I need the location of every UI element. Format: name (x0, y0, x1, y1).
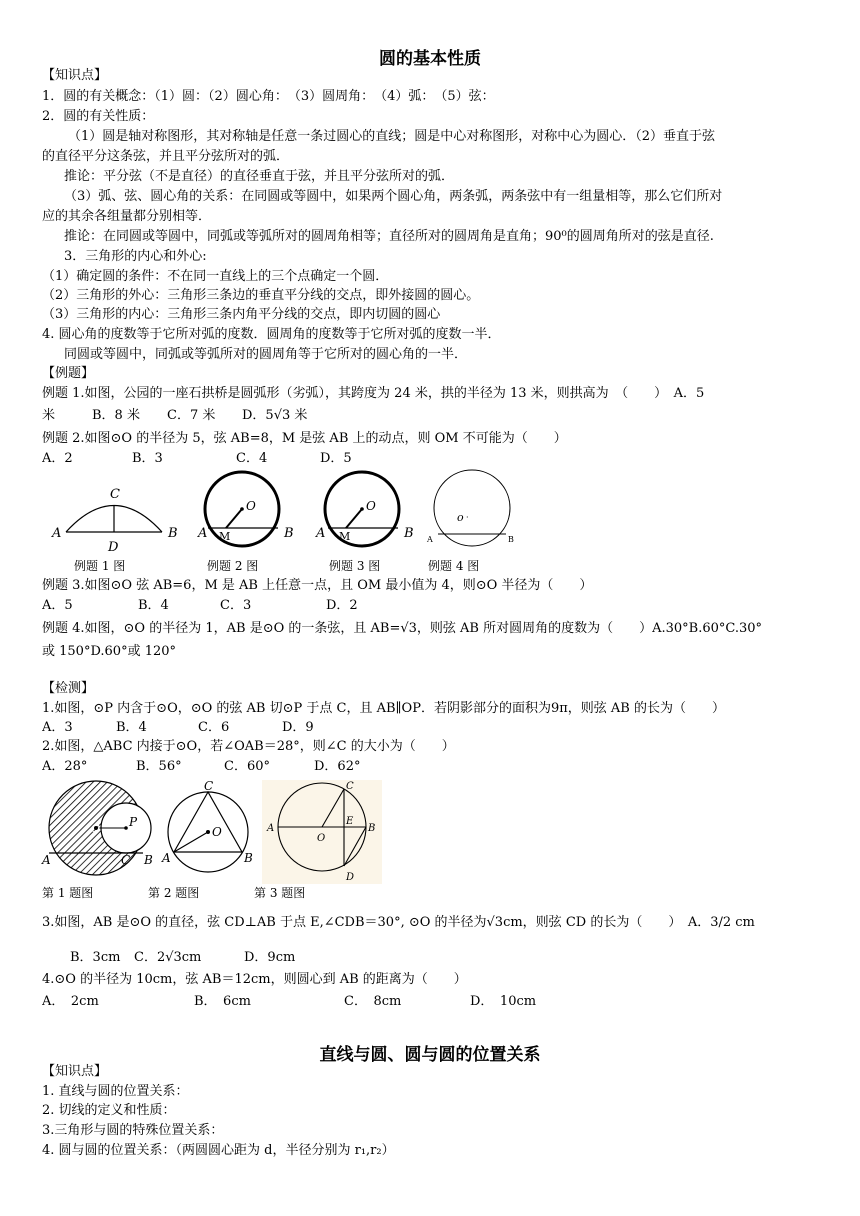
svg-text:A: A (162, 851, 171, 865)
figure-caption: 第 3 题图 (254, 886, 306, 900)
figure-caption: 第 2 题图 (148, 886, 200, 900)
knowledge-heading: 【知识点】 (42, 68, 108, 83)
text-line: 2. 切线的定义和性质： (42, 1103, 176, 1118)
question-1: 1.如图，⊙P 内含于⊙O，⊙O 的弦 AB 切⊙P 于点 C，且 AB∥OP．若阴影部分的面积为9π，则弦 AB 的长为（ ） (42, 701, 725, 716)
svg-text:B: B (284, 526, 294, 541)
text-line: 4. 圆心角的度数等于它所对弧的度数．圆周角的度数等于它所对弧的度数一半． (42, 327, 501, 342)
svg-text:C: C (121, 853, 131, 867)
option: A． 2cm (42, 994, 99, 1009)
figure-caption: 例题 3 图 (329, 559, 381, 573)
text-line: 的直径平分这条弦，并且平分弦所对的弧． (42, 149, 290, 164)
question-3: 3.如图，AB 是⊙O 的直径，弦 CD⊥AB 于点 E,∠CDB＝30°, ⊙O 的半径为√3cm，则弦 CD 的长为（ ） A．3/2 cm (42, 915, 755, 930)
svg-text:M: M (339, 530, 351, 543)
svg-text:A: A (52, 526, 62, 541)
option: C．7 米 (167, 408, 216, 423)
option: D．5√3 米 (242, 408, 308, 423)
example-1-question: 例题 1.如图，公园的一座石拱桥是圆弧形（劣弧），其跨度为 24 米，拱的半径为 13 米，则拱高为 （ ） A．5 (42, 386, 705, 401)
option: D．9cm (244, 950, 296, 965)
option: B．56° (136, 759, 182, 774)
example-3-figure (314, 470, 420, 550)
svg-text:O: O (246, 499, 256, 513)
svg-text:D: D (346, 872, 355, 883)
svg-text:P: P (129, 815, 138, 829)
svg-text:M: M (219, 530, 231, 543)
question-2-options (42, 758, 832, 775)
svg-text:B: B (508, 535, 514, 544)
text-line: 4. 圆与圆的位置关系：（两圆圆心距为 d，半径分别为 r₁,r₂） (42, 1143, 395, 1158)
question-1-figure (38, 780, 160, 880)
svg-text:D: D (108, 540, 119, 555)
option: C．2√3cm (134, 950, 202, 965)
option: 米 (42, 408, 56, 423)
svg-text:C: C (204, 780, 214, 793)
example-4-figure (424, 468, 524, 552)
option: C．60° (224, 759, 270, 774)
question-4-options (42, 993, 832, 1010)
option: D．62° (314, 759, 361, 774)
question-1-options (42, 719, 832, 736)
example-3-options (42, 597, 832, 614)
option: B．4 (116, 720, 147, 735)
svg-text:·: · (466, 513, 469, 522)
option: D．2 (326, 598, 358, 613)
text-line: 推论：平分弦（不是直径）的直径垂直于弦，并且平分弦所对的弧． (64, 169, 455, 184)
question-2: 2.如图，△ABC 内接于⊙O，若∠OAB＝28°，则∠C 的大小为（ ） (42, 739, 455, 754)
question-2-figure (160, 780, 260, 884)
text-line: 2．圆的有关性质： (42, 109, 155, 124)
option: C．3 (220, 598, 252, 613)
example-2-figure (196, 470, 302, 550)
text-line: 同圆或等圆中，同弧或等弧所对的圆周角等于它所对的圆心角的一半． (64, 347, 468, 362)
text-line: 1．圆的有关概念：（1）圆：（2）圆心角： （3）圆周角： （4）弧： （5）弦： (42, 89, 495, 104)
option: B． 6cm (194, 994, 251, 1009)
example-1-options (42, 407, 832, 424)
option: B．4 (138, 598, 169, 613)
example-4-question: 例题 4.如图，⊙O 的半径为 1，AB 是⊙O 的一条弦，且 AB=√3，则弦 AB 所对圆周角的度数为（ ）A.30°B.60°C.30° (42, 621, 763, 636)
svg-text:O: O (91, 822, 101, 835)
svg-text:B: B (404, 526, 414, 541)
text-line: （1）确定圆的条件：不在同一直线上的三个点确定一个圆． (42, 269, 389, 284)
option: C． 8cm (344, 994, 402, 1009)
svg-text:O: O (317, 833, 326, 844)
svg-text:B: B (244, 851, 253, 865)
svg-text:A: A (316, 526, 326, 541)
text-line: （3）弧、弦、圆心角的关系：在同圆或等圆中，如果两个圆心角，两条弧，两条弦中有一组量相等，那么它们所对 (64, 189, 723, 204)
svg-text:B: B (144, 853, 153, 867)
option: D． 10cm (470, 994, 537, 1009)
svg-text:B: B (368, 823, 376, 834)
figure-caption: 第 1 题图 (42, 886, 94, 900)
figure-caption: 例题 1 图 (74, 559, 126, 573)
svg-text:O: O (366, 499, 376, 513)
check-heading: 【检测】 (42, 681, 95, 696)
question-3-figure (262, 780, 382, 884)
examples-heading: 【例题】 (42, 366, 95, 381)
text-line: 3．三角形的内心和外心: (64, 249, 207, 264)
text-line: 推论：在同圆或等圆中，同弧或等弧所对的圆周角相等；直径所对的圆周角是直角；90⁰的圆周角所对的弦是直径. (64, 229, 714, 244)
svg-text:A: A (427, 535, 433, 544)
option: D．9 (282, 720, 314, 735)
example-3-question: 例题 3.如图⊙O 弦 AB=6，M 是 AB 上任意一点，且 OM 最小值为 4，则⊙O 半径为（ ） (42, 578, 593, 593)
svg-text:C: C (110, 487, 120, 502)
option: B．3cm (70, 950, 121, 965)
svg-text:B: B (168, 526, 178, 541)
option: B．3 (132, 451, 163, 466)
question-4: 4.⊙O 的半径为 10cm，弦 AB＝12cm，则圆心到 AB 的距离为（ ） (42, 972, 467, 987)
option: A．2 (42, 451, 73, 466)
text-line: 应的其余各组量都分别相等． (42, 209, 212, 224)
text-line: 1. 直线与圆的位置关系： (42, 1084, 189, 1099)
text-line: 3.三角形与圆的特殊位置关系： (42, 1123, 224, 1138)
text-line: （3）三角形的内心：三角形三条内角平分线的交点，即内切圆的圆心 (42, 307, 441, 322)
section-title-positions: 直线与圆、圆与圆的位置关系 (319, 1045, 541, 1065)
svg-text:A: A (42, 853, 51, 867)
svg-text:O: O (212, 825, 222, 839)
knowledge-heading: 【知识点】 (42, 1064, 108, 1079)
example-2-question: 例题 2.如图⊙O 的半径为 5，弦 AB=8，M 是弦 AB 上的动点，则 OM 不可能为（ ） (42, 431, 567, 446)
example-2-options (42, 450, 832, 467)
option: C．4 (236, 451, 268, 466)
figure-caption: 例题 2 图 (207, 559, 259, 573)
option: B．8 米 (92, 408, 140, 423)
text-line: （2）三角形的外心：三角形三条边的垂直平分线的交点，即外接圆的圆心。 (42, 288, 480, 303)
option: A．5 (42, 598, 73, 613)
option: C．6 (198, 720, 230, 735)
svg-text:C: C (346, 781, 354, 792)
text-line: （1）圆是轴对称图形，其对称轴是任意一条过圆心的直线；圆是中心对称图形，对称中心为圆心．（2）垂直于弦 (68, 129, 716, 144)
svg-text:A: A (267, 823, 275, 834)
example-1-figure (44, 474, 194, 556)
figure-caption: 例题 4 图 (428, 559, 480, 573)
section-title-circle-basics: 圆的基本性质 (379, 49, 481, 69)
option: D．5 (320, 451, 352, 466)
example-4-question-cont: 或 150°D.60°或 120° (42, 644, 177, 659)
option: A．28° (42, 759, 88, 774)
svg-text:o: o (457, 511, 464, 524)
question-3-options (70, 949, 770, 966)
option: A．3 (42, 720, 73, 735)
svg-text:A: A (198, 526, 208, 541)
svg-text:E: E (346, 816, 354, 827)
